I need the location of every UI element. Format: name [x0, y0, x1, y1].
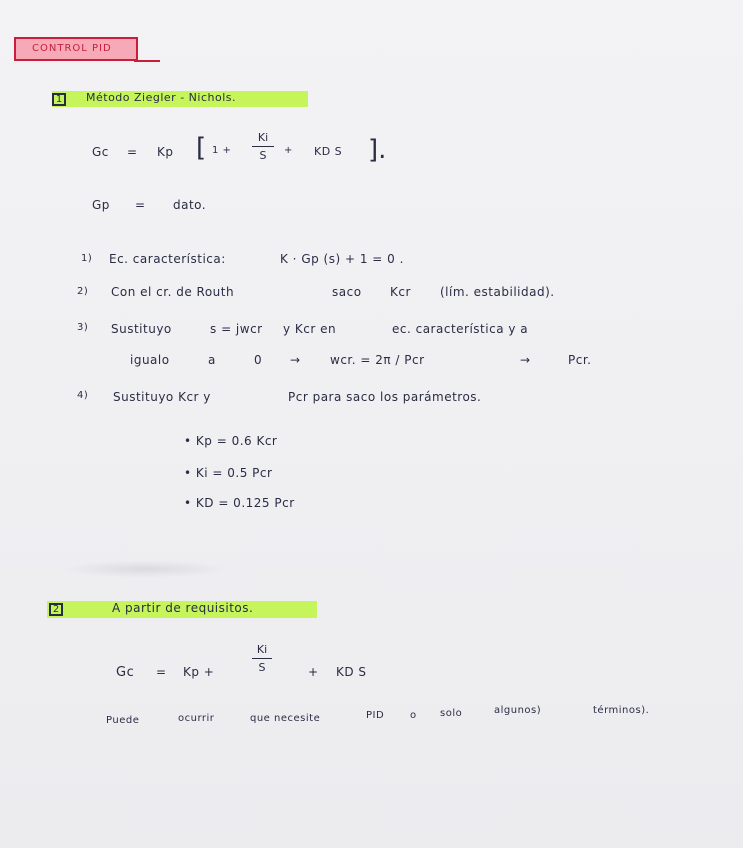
gc-frac-num: Ki: [257, 131, 269, 144]
gc-kp: Kp: [157, 145, 174, 159]
gc2-plus: +: [308, 665, 319, 679]
step1-number: 1): [81, 253, 93, 264]
gc-frac-den: S: [259, 149, 267, 162]
step3-text-b: s = jwcr: [210, 322, 263, 336]
gc-kd-s: KD S: [314, 145, 343, 158]
step3-line2-e: Pcr.: [568, 353, 592, 367]
section2-number: 2: [52, 604, 60, 615]
gc2-frac-num: Ki: [256, 643, 268, 656]
gc2-fraction: [252, 643, 272, 674]
gc-lhs: Gc: [92, 145, 109, 159]
note-b: ocurrir: [178, 713, 215, 724]
note-c: que necesite: [250, 713, 321, 724]
step1-text-b: K · Gp (s) + 1 = 0 .: [280, 252, 404, 266]
note-e: o: [410, 710, 417, 721]
step2-number: 2): [77, 286, 89, 297]
arrow-1: →: [290, 353, 301, 367]
note-a: Puede: [106, 715, 140, 726]
section2-number-box: [49, 603, 63, 616]
step2-text-d: (lím. estabilidad).: [440, 285, 555, 299]
gc2-kd-s: KD S: [336, 665, 367, 679]
note-d: PID: [366, 710, 385, 721]
step3-line2-d: wcr. = 2π / Pcr: [330, 353, 425, 367]
gc2-equals: =: [156, 665, 167, 679]
page-title: CONTROL PID: [32, 43, 112, 54]
gc-equals: =: [127, 145, 138, 159]
note-g: algunos): [494, 705, 542, 716]
param-kd: • KD = 0.125 Pcr: [184, 496, 295, 510]
param-kp: • Kp = 0.6 Kcr: [184, 434, 278, 448]
gc-frac-bar: [252, 146, 274, 147]
step2-text-b: saco: [332, 285, 362, 299]
step3-line2-c: 0: [254, 353, 263, 367]
gc2-kp-plus: Kp +: [183, 665, 215, 679]
gc2-frac-den: S: [258, 661, 266, 674]
step3-line2-a: igualo: [130, 353, 170, 367]
arrow-2: →: [520, 353, 531, 367]
gp-equals: =: [135, 198, 146, 212]
step3-text-a: Sustituyo: [111, 322, 172, 336]
page-smudge: [60, 560, 230, 578]
section2-heading: A partir de requisitos.: [112, 601, 254, 615]
gc2-frac-bar: [252, 658, 272, 659]
step3-line2-b: a: [208, 353, 216, 367]
step4-text-a: Sustituyo Kcr y: [113, 390, 211, 404]
step4-text-b: Pcr para saco los parámetros.: [288, 390, 482, 404]
gc-open-bracket: [: [196, 133, 207, 163]
gc-one-plus: 1 +: [212, 145, 232, 156]
note-f: solo: [440, 708, 463, 719]
step3-text-c: y Kcr en: [283, 322, 337, 336]
gc-close-bracket: ].: [368, 135, 387, 165]
step2-text-a: Con el cr. de Routh: [111, 285, 235, 299]
step3-text-d: ec. característica y a: [392, 322, 529, 336]
gc2-lhs: Gc: [116, 665, 135, 680]
step3-number: 3): [77, 322, 89, 333]
step4-number: 4): [77, 390, 89, 401]
gc-plus: +: [284, 145, 293, 156]
param-ki: • Ki = 0.5 Pcr: [184, 466, 273, 480]
gp-lhs: Gp: [92, 198, 110, 212]
section1-number: 1: [55, 94, 63, 105]
gc-fraction: [252, 131, 274, 162]
section1-number-box: [52, 93, 66, 106]
step2-text-c: Kcr: [390, 285, 411, 299]
section1-heading: Método Ziegler - Nichols.: [86, 91, 236, 104]
title-underline: [134, 60, 160, 62]
note-h: términos).: [593, 705, 650, 716]
title-box: [14, 37, 138, 61]
gp-value: dato.: [173, 198, 207, 212]
step1-text-a: Ec. característica:: [109, 252, 226, 266]
